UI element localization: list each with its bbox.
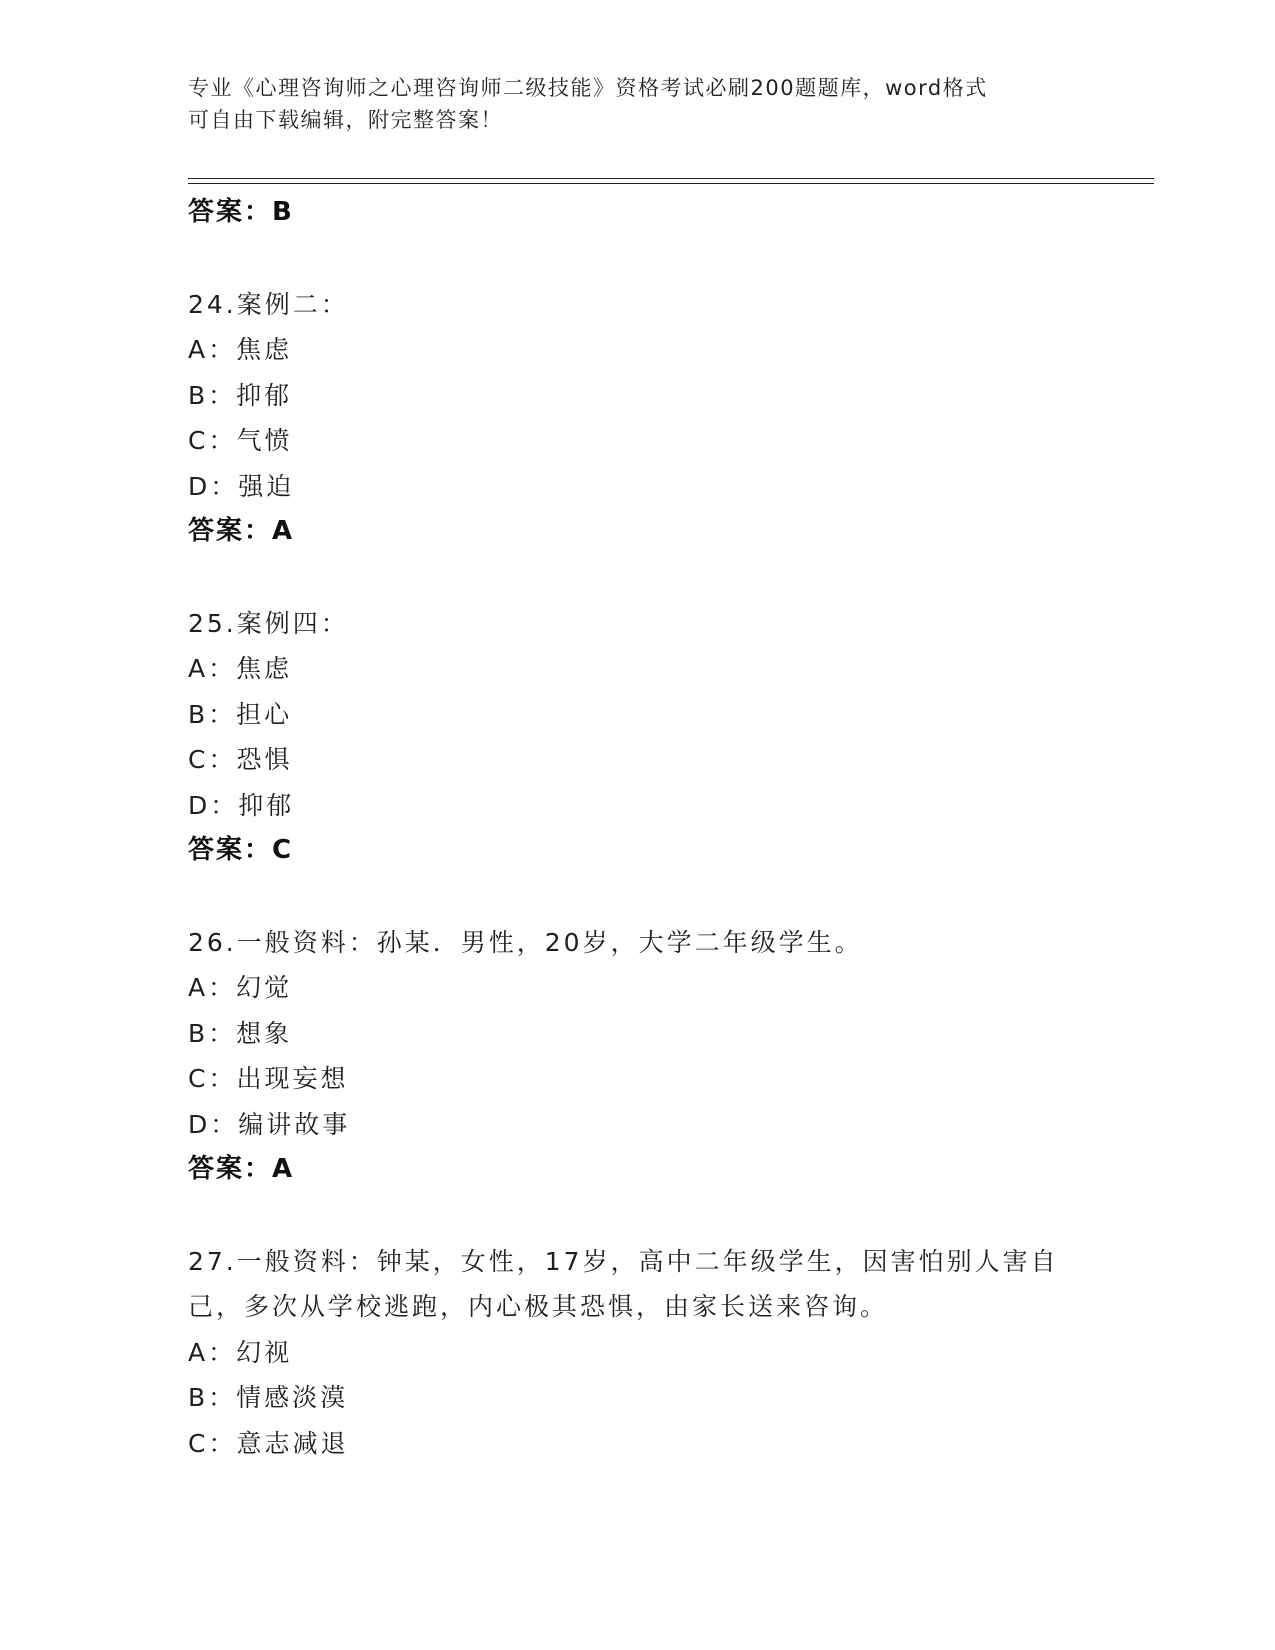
question-stem: 25.案例四： (188, 608, 349, 638)
answer: 答案：A (188, 516, 295, 546)
option-c: C：出现妄想 (188, 1064, 349, 1093)
question-stem-line-2: 己，多次从学校逃跑，内心极其恐惧，由家长送来咨询。 (188, 1292, 889, 1321)
spacer (188, 1193, 1148, 1239)
option-b: B：情感淡漠 (188, 1383, 349, 1412)
answer: 答案：C (188, 835, 294, 865)
question-27 (188, 1239, 1148, 1467)
option-a: A：幻觉 (188, 973, 293, 1002)
question-25 (188, 601, 1148, 874)
question-stem: 26.一般资料：孙某．男性，20岁，大学二年级学生。 (188, 927, 863, 957)
option-c: C：意志减退 (188, 1428, 349, 1458)
header-line-1: 专业《心理咨询师之心理咨询师二级技能》资格考试必刷200题题库，word格式 (188, 76, 988, 100)
spacer (188, 555, 1148, 601)
document-body (188, 190, 1148, 1466)
question-24 (188, 282, 1148, 555)
option-a: A：幻视 (188, 1337, 293, 1367)
option-d: D：强迫 (188, 471, 295, 501)
question-26 (188, 920, 1148, 1193)
option-c: C：气愤 (188, 426, 293, 455)
option-d: D：抑郁 (188, 790, 295, 820)
previous-answer: 答案：B (188, 197, 294, 227)
question-stem: 24.案例二： (188, 289, 349, 319)
option-d: D：编讲故事 (188, 1109, 351, 1139)
header-rule-top (188, 178, 1154, 179)
answer: 答案：A (188, 1154, 295, 1184)
spacer (188, 236, 1148, 282)
option-b: B：想象 (188, 1018, 293, 1048)
option-c: C：恐惧 (188, 745, 293, 774)
spacer (188, 874, 1148, 920)
option-b: B：抑郁 (188, 380, 293, 410)
header-line-2: 可自由下载编辑，附完整答案！ (188, 108, 503, 132)
option-a: A：焦虑 (188, 335, 293, 364)
option-b: B：担心 (188, 699, 293, 729)
header-rule-bottom (188, 183, 1154, 184)
question-stem-line-1: 27.一般资料：钟某，女性，17岁，高中二年级学生，因害怕别人害自 (188, 1246, 1059, 1276)
document-header (188, 72, 1088, 136)
option-a: A：焦虑 (188, 654, 293, 683)
